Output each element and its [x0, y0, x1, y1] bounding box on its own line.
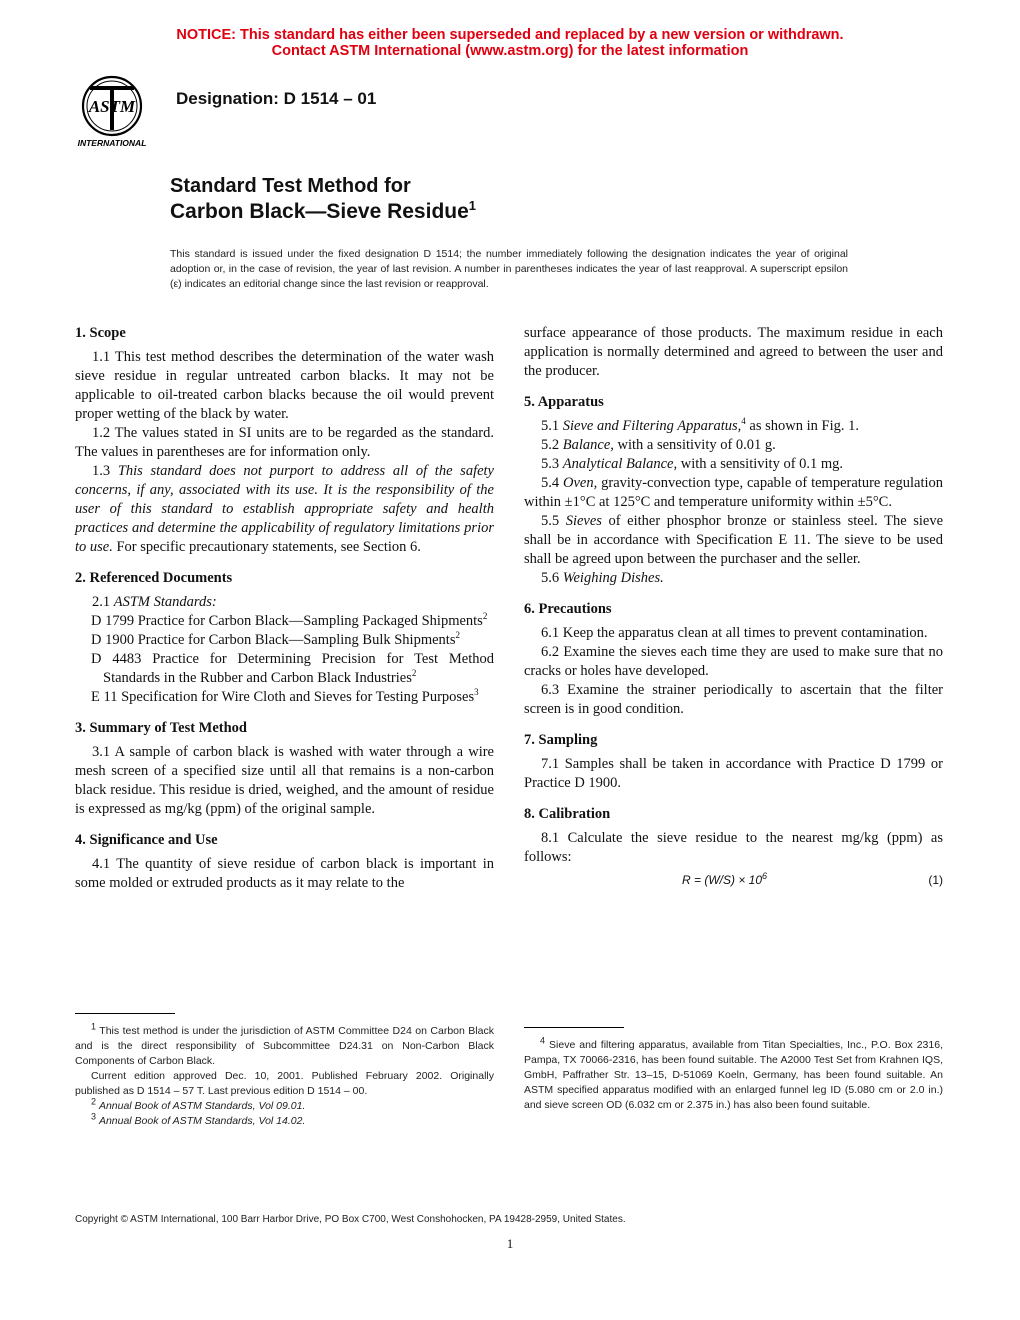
footnote-rule-left — [75, 1013, 175, 1014]
para-6-2: 6.2 Examine the sieves each time they are used to make sure that no cracks or holes have developed. — [524, 644, 943, 679]
document-title — [170, 174, 476, 224]
para-8-1: 8.1 Calculate the sieve residue to the nearest mg/kg (ppm) as follows: — [524, 830, 943, 865]
para-6-3: 6.3 Examine the strainer periodically to ascertain that the filter screen is in good condition. — [524, 682, 943, 717]
left-column — [75, 324, 494, 893]
para-7-1: 7.1 Samples shall be taken in accordance with Practice D 1799 or Practice D 1900. — [524, 756, 943, 791]
para-5-5: 5.5 Sieves of either phosphor bronze or stainless steel. The sieve shall be in accordance with Specification E 11. The sieve to be used shall be agreed upon between the purchaser and the seller. — [524, 513, 944, 567]
logo-international: INTERNATIONAL — [77, 138, 147, 148]
para-5-1: 5.1 Sieve and Filtering Apparatus,$^4$ as shown in Fig. 1. — [541, 416, 859, 434]
equation-body: $R = (W/S) \times 10^6$ — [682, 871, 768, 887]
equation-1 — [524, 867, 943, 893]
page-number: 1 — [506, 1236, 514, 1251]
footnote-1: $^1$ This test method is under the jurisdiction of ASTM Committee D24 on Carbon Black and is the direct responsibility of Subcommittee D24.31 on Non-Carbon Black Components of Carbon Black. — [75, 1021, 494, 1067]
footnote-rule-right — [524, 1027, 624, 1028]
section-heading-precautions: 6. Precautions — [524, 601, 612, 617]
section-heading-summary: 3. Summary of Test Method — [75, 720, 247, 736]
ref-d4483: D 4483 Practice for Determining Precision for Test Method Standards in the Rubber and Carbon Black Industries$^2$ — [91, 651, 494, 686]
issued-note: This standard is issued under the fixed designation D 1514; the number immediately following the designation indicates the year of original adoption or, in the case of revision, the year of last revision. A number in parentheses indicates the year of last reapproval. A superscript epsilon (ε) indicates an editorial change since the last revision or reapproval. — [170, 248, 848, 290]
section-heading-calibration: 8. Calibration — [524, 806, 611, 822]
equation-number: (1) — [928, 873, 943, 887]
section-heading-apparatus: 5. Apparatus — [524, 394, 604, 410]
ref-e11: E 11 Specification for Wire Cloth and Sieves for Testing Purposes$^3$ — [91, 687, 479, 705]
footnote-2: $^2$ Annual Book of ASTM Standards, Vol 09.01. — [91, 1096, 306, 1112]
designation: Designation: D 1514 – 01 — [176, 89, 377, 108]
para-1-1: 1.1 This test method describes the determination of the water wash sieve residue in regular untreated carbon blacks. It may not be applicable to oil-treated carbon blacks because the oil would prevent proper wetting of the black by water. — [75, 349, 494, 422]
section-heading-sampling: 7. Sampling — [524, 732, 598, 748]
para-2-1: 2.1 ASTM Standards: — [92, 594, 217, 610]
para-5-2: 5.2 Balance, with a sensitivity of 0.01 g. — [541, 437, 776, 453]
withdrawn-notice-line2: Contact ASTM International (www.astm.org) for the latest information — [271, 43, 749, 59]
withdrawn-notice-line1: NOTICE: This standard has either been superseded and replaced by a new version or withdrawn. — [176, 27, 844, 43]
title-footnote-mark: 1 — [468, 198, 477, 213]
section-heading-referenced-documents: 2. Referenced Documents — [75, 570, 233, 586]
section-heading-scope: 1. Scope — [75, 325, 126, 341]
para-4-1-continued: surface appearance of those products. The maximum residue in each application is normally determined and agreed to between the user and the producer. — [524, 325, 943, 379]
para-6-1: 6.1 Keep the apparatus clean at all times to prevent contamination. — [541, 625, 928, 641]
para-5-4: 5.4 Oven, gravity-convection type, capable of temperature regulation within ±1°C at 125°C and temperature uniformity within ±5°C. — [524, 475, 944, 510]
footnote-1-edition: Current edition approved Dec. 10, 2001. Published February 2002. Originally published as D 1514 – 57 T. Last previous edition D 1514 – 00. — [75, 1070, 494, 1097]
para-1-2: 1.2 The values stated in SI units are to be regarded as the standard. The values in parentheses are for information only. — [75, 425, 494, 460]
footnote-4: $^4$ Sieve and filtering apparatus, available from Titan Specialties, Inc., P.O. Box 2316, Pampa, TX 70066-2316, has been found suitable. The A2000 Test Set from Krahnen IQS, GmbH, Paffrather Str. 13–15, D-51069 Koeln, Germany, has been found suitable. An ASTM specified apparatus modified with an enlarged funnel leg ID (5.080 cm or 2.0 in.) and sieve screen OD (6.032 cm or 2.375 in.) has also been found suitable. — [524, 1035, 943, 1111]
title-line1: Standard Test Method for — [170, 175, 411, 197]
footnotes-left — [75, 1021, 494, 1129]
footnote-3: $^3$ Annual Book of ASTM Standards, Vol 14.02. — [91, 1111, 306, 1127]
section-heading-significance: 4. Significance and Use — [75, 832, 218, 848]
logo-wordmark: ASTM — [88, 97, 136, 116]
para-5-3: 5.3 Analytical Balance, with a sensitivity of 0.1 mg. — [541, 456, 844, 472]
right-column — [524, 324, 943, 893]
footnotes-right — [524, 1035, 943, 1113]
para-3-1: 3.1 A sample of carbon black is washed with water through a wire mesh screen of a specified size until all that remains is a non-carbon black residue. This residue is dried, weighed, and the amount of residue is expressed as mg/kg (ppm) of the original sample. — [75, 744, 494, 817]
para-4-1: 4.1 The quantity of sieve residue of carbon black is important in some molded or extruded products as it may relate to the — [75, 856, 494, 891]
para-1-3: 1.3 This standard does not purport to address all of the safety concerns, if any, associated with its use. It is the responsibility of the user of this standard to establish appropriate safety and health practices and determine the applicability of regulatory limitations prior to use. For specific precautionary statements, see Section 6. — [75, 463, 494, 555]
copyright-line: Copyright © ASTM International, 100 Barr Harbor Drive, PO Box C700, West Conshohocken, PA 19428-2959, United States. — [75, 1214, 626, 1225]
para-5-6: 5.6 Weighing Dishes. — [541, 570, 664, 586]
title-line2: Carbon Black—Sieve Residue — [170, 200, 469, 223]
ref-d1900: D 1900 Practice for Carbon Black—Sampling Bulk Shipments$^2$ — [91, 630, 460, 648]
astm-logo — [70, 74, 166, 150]
ref-d1799: D 1799 Practice for Carbon Black—Sampling Packaged Shipments$^2$ — [91, 611, 488, 629]
